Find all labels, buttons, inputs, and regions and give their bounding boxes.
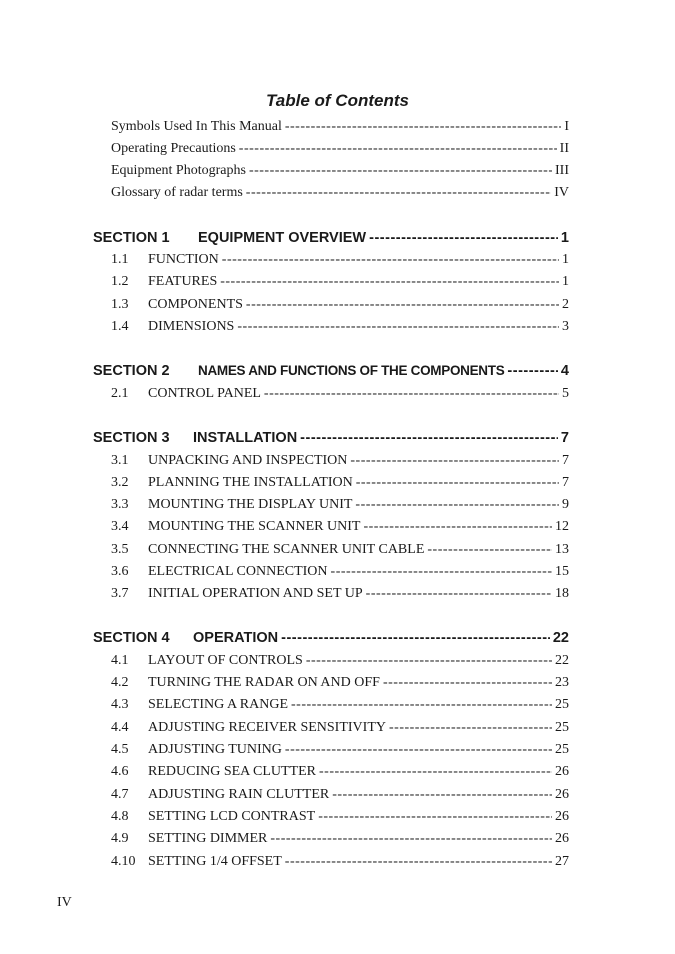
subentry-label: PLANNING THE INSTALLATION (148, 475, 353, 490)
toc-subentry[interactable] (111, 450, 569, 472)
subentry-label: ADJUSTING RECEIVER SENSITIVITY (148, 720, 386, 735)
toc-subentry[interactable] (111, 806, 569, 828)
section-heading[interactable] (93, 360, 569, 382)
subentry-page: 1 (562, 274, 569, 289)
leader-dots (356, 472, 559, 494)
entry-page: IV (554, 185, 569, 200)
section-page: 1 (560, 230, 569, 246)
leader-dots (249, 160, 552, 182)
section-number: SECTION 2 (93, 363, 170, 379)
leader-dots (366, 583, 552, 605)
subentry-number: 4.4 (111, 720, 129, 735)
subentry-page: 18 (555, 586, 569, 601)
subentry-number: 3.2 (111, 475, 129, 490)
leader-dots (507, 360, 558, 382)
entry-label: Equipment Photographs (111, 163, 246, 178)
subentry-page: 25 (555, 742, 569, 757)
toc-subentry[interactable] (111, 694, 569, 716)
subentry-page: 27 (555, 854, 569, 869)
leader-dots (291, 694, 552, 716)
section-title: INSTALLATION (193, 430, 298, 446)
subentry-label: REDUCING SEA CLUTTER (148, 764, 316, 779)
subentry-number: 3.6 (111, 564, 129, 579)
section-number: SECTION 4 (93, 630, 170, 646)
subentry-label: CONNECTING THE SCANNER UNIT CABLE (148, 542, 425, 557)
leader-dots (427, 539, 552, 561)
toc-subentry[interactable] (111, 717, 569, 739)
toc-subentry[interactable] (111, 249, 569, 271)
toc-subentry[interactable] (111, 271, 569, 293)
subentry-page: 26 (555, 787, 569, 802)
leader-dots (306, 650, 552, 672)
leader-dots (220, 271, 559, 293)
subentry-label: SETTING DIMMER (148, 831, 268, 846)
toc-subentry[interactable] (111, 851, 569, 873)
leader-dots (281, 627, 550, 649)
toc-subentry[interactable] (111, 539, 569, 561)
toc-subentry[interactable] (111, 561, 569, 583)
leader-dots (331, 561, 552, 583)
toc-entry[interactable] (111, 160, 569, 182)
toc-subentry[interactable] (111, 650, 569, 672)
subentry-label: ADJUSTING RAIN CLUTTER (148, 787, 330, 802)
entry-label: Symbols Used In This Manual (111, 119, 282, 134)
toc-subentry[interactable] (111, 739, 569, 761)
subentry-label: ADJUSTING TUNING (148, 742, 282, 757)
subentry-page: 12 (555, 519, 569, 534)
subentry-label: MOUNTING THE DISPLAY UNIT (148, 497, 353, 512)
toc-subentry[interactable] (111, 516, 569, 538)
leader-dots (246, 294, 559, 316)
subentry-number: 4.10 (111, 854, 136, 869)
leader-dots (237, 316, 559, 338)
toc-subentry[interactable] (111, 472, 569, 494)
section-title: OPERATION (193, 630, 279, 646)
leader-dots (285, 116, 561, 138)
page-number: IV (57, 895, 72, 910)
subentry-label: CONTROL PANEL (148, 386, 261, 401)
section-title: NAMES AND FUNCTIONS OF THE COMPONENTS (198, 363, 505, 378)
subentry-page: 25 (555, 720, 569, 735)
subentry-page: 5 (562, 386, 569, 401)
section-number: SECTION 3 (93, 430, 170, 446)
toc-subentry[interactable] (111, 784, 569, 806)
leader-dots (264, 383, 559, 405)
toc-subentry[interactable] (111, 828, 569, 850)
subentry-number: 4.8 (111, 809, 129, 824)
subentry-label: FEATURES (148, 274, 218, 289)
leader-dots (285, 739, 552, 761)
subentry-page: 3 (562, 319, 569, 334)
subentry-number: 4.7 (111, 787, 129, 802)
subentry-page: 22 (555, 653, 569, 668)
subentry-label: INITIAL OPERATION AND SET UP (148, 586, 363, 601)
toc-subentry[interactable] (111, 316, 569, 338)
toc-title: Table of Contents (266, 91, 409, 110)
entry-label: Operating Precautions (111, 141, 236, 156)
subentry-number: 1.3 (111, 297, 129, 312)
subentry-label: TURNING THE RADAR ON AND OFF (148, 675, 380, 690)
toc-subentry[interactable] (111, 494, 569, 516)
subentry-page: 13 (555, 542, 569, 557)
leader-dots (319, 761, 552, 783)
subentry-number: 1.1 (111, 252, 129, 267)
subentry-page: 23 (555, 675, 569, 690)
section-page: 4 (560, 363, 569, 379)
leader-dots (350, 450, 559, 472)
leader-dots (389, 717, 552, 739)
subentry-label: SETTING LCD CONTRAST (148, 809, 316, 824)
section-number: SECTION 1 (93, 230, 170, 246)
leader-dots (270, 828, 552, 850)
toc-subentry[interactable] (111, 761, 569, 783)
leader-dots (285, 851, 552, 873)
entry-page: III (555, 163, 569, 178)
subentry-label: COMPONENTS (148, 297, 243, 312)
subentry-page: 7 (562, 475, 569, 490)
subentry-number: 1.4 (111, 319, 129, 334)
subentry-number: 4.3 (111, 697, 129, 712)
leader-dots (300, 427, 558, 449)
subentry-label: ELECTRICAL CONNECTION (148, 564, 328, 579)
entry-page: II (559, 141, 569, 156)
leader-dots (363, 516, 552, 538)
subentry-label: MOUNTING THE SCANNER UNIT (148, 519, 361, 534)
toc-entry[interactable] (111, 182, 569, 204)
subentry-page: 25 (555, 697, 569, 712)
subentry-number: 3.7 (111, 586, 129, 601)
toc-subentry[interactable] (111, 672, 569, 694)
subentry-label: SELECTING A RANGE (148, 697, 288, 712)
subentry-number: 3.1 (111, 453, 129, 468)
subentry-number: 4.5 (111, 742, 129, 757)
leader-dots (383, 672, 552, 694)
section-heading[interactable] (93, 627, 569, 649)
subentry-number: 3.4 (111, 519, 129, 534)
subentry-label: FUNCTION (148, 252, 219, 267)
subentry-label: SETTING 1/4 OFFSET (148, 854, 282, 869)
subentry-page: 7 (562, 453, 569, 468)
toc-subentry[interactable] (111, 583, 569, 605)
subentry-number: 4.2 (111, 675, 129, 690)
subentry-page: 2 (562, 297, 569, 312)
subentry-page: 26 (555, 764, 569, 779)
subentry-number: 4.1 (111, 653, 129, 668)
subentry-number: 4.9 (111, 831, 129, 846)
subentry-label: LAYOUT OF CONTROLS (148, 653, 303, 668)
leader-dots (239, 138, 557, 160)
subentry-page: 1 (562, 252, 569, 267)
subentry-page: 15 (555, 564, 569, 579)
toc-entry[interactable] (111, 138, 569, 160)
leader-dots (246, 182, 551, 204)
subentry-number: 3.5 (111, 542, 129, 557)
section-heading[interactable] (93, 227, 569, 249)
subentry-number: 3.3 (111, 497, 129, 512)
toc-subentry[interactable] (111, 383, 569, 405)
subentry-page: 9 (562, 497, 569, 512)
subentry-number: 1.2 (111, 274, 129, 289)
leader-dots (318, 806, 552, 828)
toc-subentry[interactable] (111, 294, 569, 316)
leader-dots (355, 494, 559, 516)
entry-page: I (564, 119, 569, 134)
section-title: EQUIPMENT OVERVIEW (198, 230, 367, 246)
leader-dots (222, 249, 559, 271)
subentry-page: 26 (555, 831, 569, 846)
subentry-number: 2.1 (111, 386, 129, 401)
entry-label: Glossary of radar terms (111, 185, 243, 200)
section-page: 7 (560, 430, 569, 446)
toc-entry[interactable] (111, 116, 569, 138)
section-heading[interactable] (93, 427, 569, 449)
section-page: 22 (552, 630, 569, 646)
subentry-page: 26 (555, 809, 569, 824)
subentry-label: UNPACKING AND INSPECTION (148, 453, 348, 468)
subentry-number: 4.6 (111, 764, 129, 779)
leader-dots (332, 784, 552, 806)
leader-dots (369, 227, 558, 249)
subentry-label: DIMENSIONS (148, 319, 235, 334)
